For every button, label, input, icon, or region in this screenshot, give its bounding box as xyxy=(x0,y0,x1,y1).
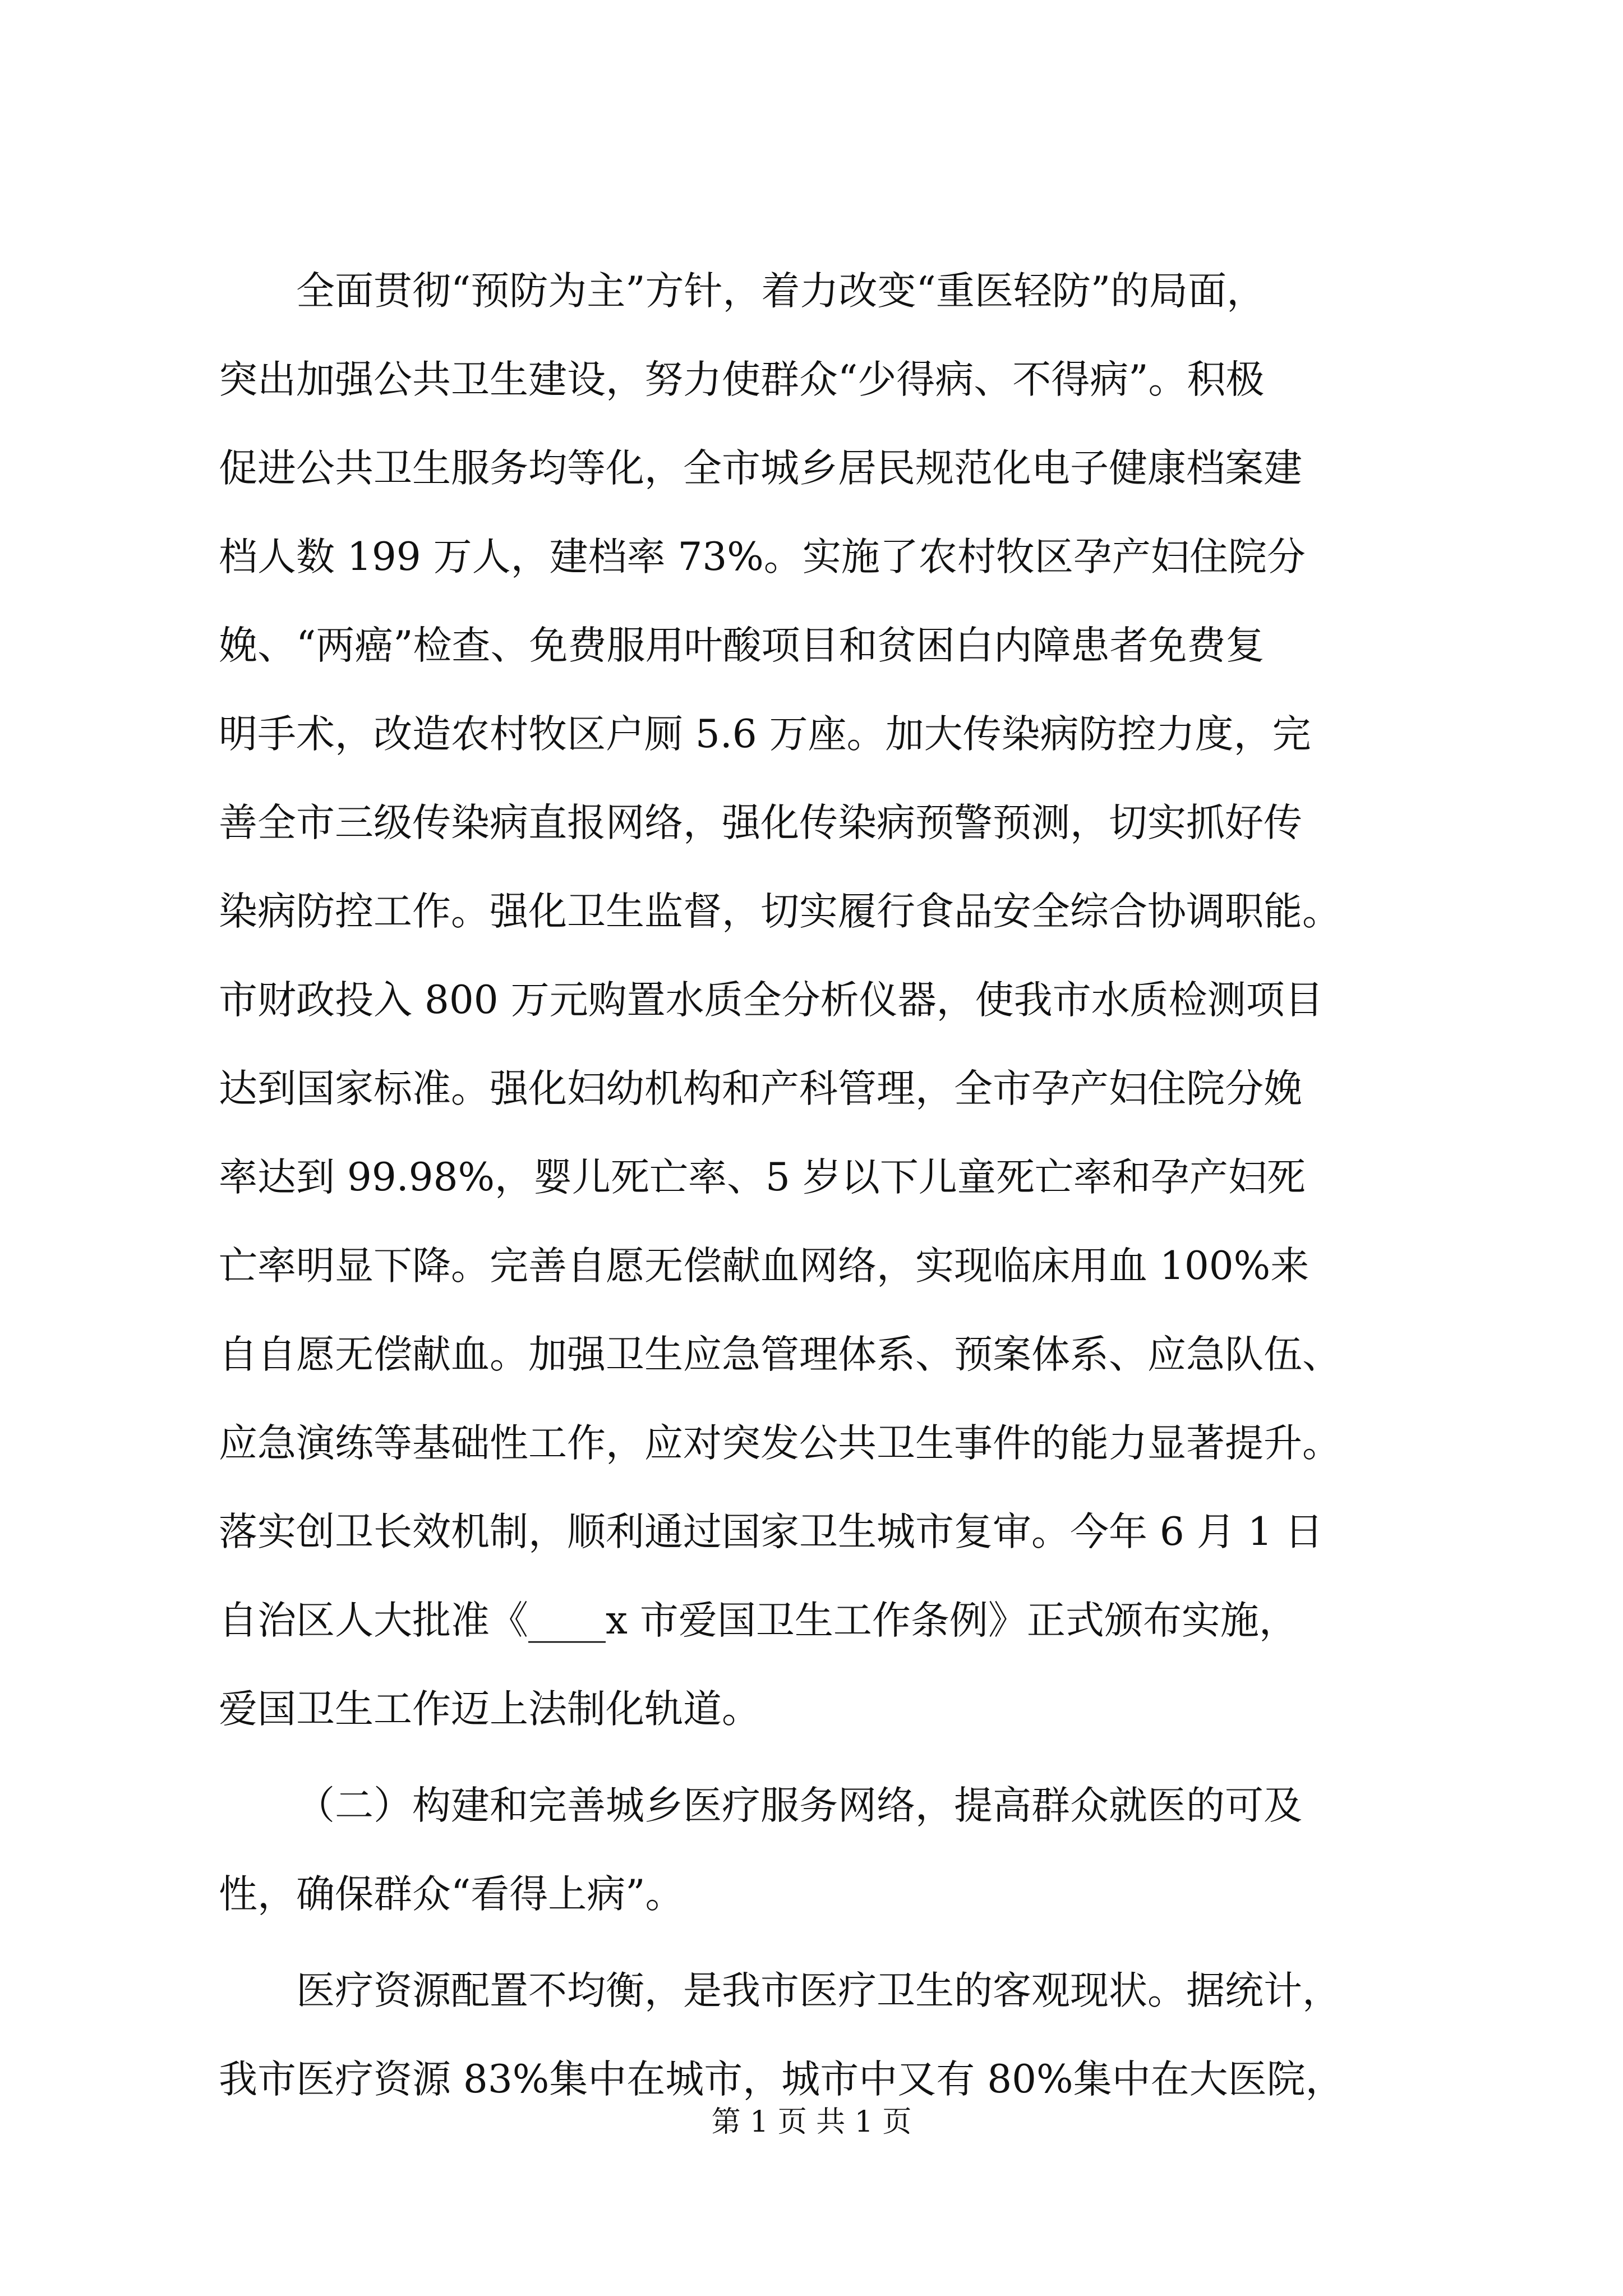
text-line: 医疗资源配置不均衡，是我市医疗卫生的客观现状。据统计， xyxy=(296,1968,1341,2013)
text-line: 突出加强公共卫生建设，努力使群众“少得病、不得病”。积极 xyxy=(219,357,1265,402)
text-line: 市财政投入 800 万元购置水质全分析仪器，使我市水质检测项目 xyxy=(219,978,1324,1023)
paragraph-public-health xyxy=(219,247,1441,1754)
paragraph-section-heading xyxy=(219,1761,1441,1939)
text-line: 善全市三级传染病直报网络，强化传染病预警预测，切实抓好传 xyxy=(219,800,1302,845)
text-line: 达到国家标准。强化妇幼机构和产科管理，全市孕产妇住院分娩 xyxy=(219,1066,1302,1111)
page-number-label: 第 1 页 共 1 页 xyxy=(711,2105,912,2139)
text-line: 爱国卫生工作迈上法制化轨道。 xyxy=(219,1687,760,1732)
page-footer xyxy=(0,2098,1623,2140)
text-line: 染病防控工作。强化卫生监督，切实履行食品安全综合协调职能。 xyxy=(219,889,1341,934)
text-line: 档人数 199 万人，建档率 73%。实施了农村牧区孕产妇住院分 xyxy=(219,535,1306,579)
text-line: 自自愿无偿献血。加强卫生应急管理体系、预案体系、应急队伍、 xyxy=(219,1332,1341,1377)
text-line: 我市医疗资源 83%集中在城市，城市中又有 80%集中在大医院， xyxy=(219,2057,1344,2102)
section-heading-line: （二）构建和完善城乡医疗服务网络，提高群众就医的可及 xyxy=(296,1783,1302,1828)
text-line: 亡率明显下降。完善自愿无偿献血网络，实现临床用血 100%来 xyxy=(219,1244,1310,1289)
text-line: 明手术，改造农村牧区户厕 5.6 万座。加大传染病防控力度，完 xyxy=(219,712,1311,757)
text-line: 应急演练等基础性工作，应对突发公共卫生事件的能力显著提升。 xyxy=(219,1421,1341,1466)
text-line: 自治区人大批准《____x 市爱国卫生工作条例》正式颁布实施， xyxy=(219,1598,1298,1643)
text-line: 率达到 99.98%，婴儿死亡率、5 岁以下儿童死亡率和孕产妇死 xyxy=(219,1155,1306,1200)
text-line: 促进公共卫生服务均等化，全市城乡居民规范化电子健康档案建 xyxy=(219,446,1302,491)
text-line: 落实创卫长效机制，顺利通过国家卫生城市复审。今年 6 月 1 日 xyxy=(219,1510,1324,1554)
section-heading-line: 性，确保群众“看得上病”。 xyxy=(219,1872,684,1917)
paragraph-medical-resources xyxy=(219,1947,1441,2124)
text-line: 全面贯彻“预防为主”方针，着力改变“重医轻防”的局面， xyxy=(296,269,1266,314)
document-body xyxy=(219,247,1441,2124)
text-line: 娩、“两癌”检查、免费服用叶酸项目和贫困白内障患者免费复 xyxy=(219,623,1265,668)
